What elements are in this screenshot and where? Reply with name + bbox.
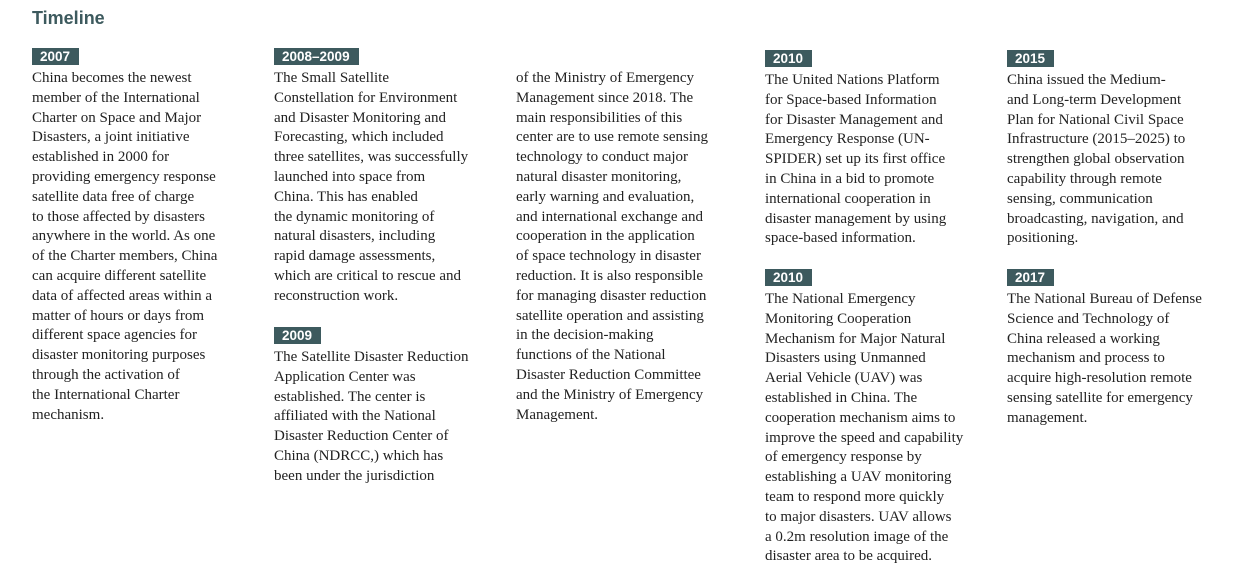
- text-line: of emergency response by: [765, 449, 922, 466]
- text-line: through the activation of: [32, 366, 180, 383]
- text-line: providing emergency response: [32, 168, 216, 185]
- text-line: main responsibilities of this: [516, 109, 683, 126]
- text-line: reconstruction work.: [274, 287, 399, 304]
- text-line: and Disaster Monitoring and: [274, 109, 447, 126]
- text-line: rapid damage assessments,: [274, 248, 436, 265]
- text-line: member of the International: [32, 89, 200, 106]
- text-line: satellite operation and assisting: [516, 307, 704, 324]
- text-line: can acquire different satellite: [32, 267, 207, 284]
- text-line: functions of the National: [516, 347, 666, 364]
- text-line: of the Charter members, China: [32, 248, 218, 265]
- entry-text: [765, 290, 981, 567]
- text-line: China released a working: [1007, 330, 1160, 347]
- entry-text: [274, 69, 490, 307]
- year-badge: 2009: [274, 327, 321, 344]
- text-line: Mechanism for Major Natural: [765, 330, 946, 347]
- text-line: acquire high-resolution remote: [1007, 370, 1192, 387]
- text-line: Forecasting, which included: [274, 129, 444, 146]
- text-line: the dynamic monitoring of: [274, 208, 435, 225]
- text-line: for Space-based Information: [765, 91, 937, 108]
- text-line: established in 2000 for: [32, 149, 170, 166]
- text-line: established in China. The: [765, 389, 918, 406]
- text-line: three satellites, was successfully: [274, 149, 469, 166]
- text-line: Disasters using Unmanned: [765, 350, 926, 367]
- timeline-entry-2009: [274, 327, 490, 487]
- entry-text: [274, 348, 490, 487]
- year-badge: 2010: [765, 50, 812, 67]
- timeline-entry-2015: [1007, 50, 1223, 249]
- text-line: China becomes the newest: [32, 70, 192, 86]
- text-line: launched into space from: [274, 168, 426, 185]
- text-line: natural disasters, including: [274, 228, 436, 245]
- timeline-entry-2007: [32, 48, 248, 425]
- text-line: reduction. It is also responsible: [516, 267, 704, 284]
- timeline-heading: Timeline: [32, 8, 105, 28]
- text-line: the International Charter: [32, 386, 180, 403]
- text-line: mechanism and process to: [1007, 350, 1165, 367]
- text-line: strengthen global observation: [1007, 151, 1185, 168]
- year-badge: 2008–2009: [274, 48, 359, 65]
- text-line: Monitoring Cooperation: [765, 310, 912, 327]
- entry-text-continued: [516, 69, 732, 425]
- entry-text: [1007, 290, 1223, 429]
- text-line: technology to conduct major: [516, 149, 689, 166]
- text-line: China issued the Medium-: [1007, 72, 1166, 88]
- text-line: Management.: [516, 406, 599, 423]
- year-badge: 2015: [1007, 50, 1054, 67]
- text-line: China (NDRCC,) which has: [274, 447, 444, 464]
- year-badge: 2010: [765, 269, 812, 286]
- text-line: affiliated with the National: [274, 408, 436, 425]
- text-line: Emergency Response (UN-: [765, 131, 930, 148]
- text-line: disaster monitoring purposes: [32, 347, 206, 364]
- text-line: early warning and evaluation,: [516, 188, 695, 205]
- text-line: to major disasters. UAV allows: [765, 508, 952, 525]
- text-line: Management since 2018. The: [516, 89, 694, 106]
- text-line: satellite data free of charge: [32, 188, 195, 205]
- text-line: The Satellite Disaster Reduction: [274, 349, 469, 365]
- text-line: natural disaster monitoring,: [516, 168, 682, 185]
- text-line: establishing a UAV monitoring: [765, 469, 952, 486]
- timeline-entry-2010-uav: [765, 269, 981, 567]
- text-line: for managing disaster reduction: [516, 287, 707, 304]
- timeline-entry-2009-continued: [516, 69, 732, 425]
- text-line: sensing, communication: [1007, 190, 1153, 207]
- text-line: disaster area to be acquired.: [765, 548, 932, 565]
- text-line: which are critical to rescue and: [274, 267, 461, 284]
- text-line: The National Emergency: [765, 291, 916, 307]
- text-line: and the Ministry of Emergency: [516, 386, 704, 403]
- text-line: positioning.: [1007, 230, 1079, 247]
- text-line: Science and Technology of: [1007, 310, 1170, 327]
- text-line: Disaster Reduction Center of: [274, 428, 449, 445]
- entry-text: [32, 69, 248, 425]
- text-line: different space agencies for: [32, 327, 198, 344]
- text-line: improve the speed and capability: [765, 429, 964, 446]
- text-line: a 0.2m resolution image of the: [765, 528, 949, 545]
- entry-text: [1007, 71, 1223, 249]
- timeline-entry-2010-un-spider: [765, 50, 981, 249]
- text-line: of space technology in disaster: [516, 248, 701, 265]
- text-line: of the Ministry of Emergency: [516, 70, 695, 86]
- text-line: established. The center is: [274, 388, 426, 405]
- entry-text: [765, 71, 981, 249]
- text-line: Aerial Vehicle (UAV) was: [765, 370, 923, 387]
- text-line: disaster management by using: [765, 210, 947, 227]
- text-line: team to respond more quickly: [765, 488, 945, 505]
- text-line: capability through remote: [1007, 170, 1162, 187]
- text-line: China. This has enabled: [274, 188, 418, 205]
- text-line: data of affected areas within a: [32, 287, 213, 304]
- text-line: cooperation in the application: [516, 228, 695, 245]
- text-line: anywhere in the world. As one: [32, 228, 216, 245]
- text-line: broadcasting, navigation, and: [1007, 210, 1184, 227]
- text-line: for Disaster Management and: [765, 111, 943, 128]
- text-line: center are to use remote sensing: [516, 129, 709, 146]
- text-line: The Small Satellite: [274, 70, 389, 86]
- text-line: international cooperation in: [765, 190, 931, 207]
- text-line: sensing satellite for emergency: [1007, 389, 1193, 406]
- text-line: cooperation mechanism aims to: [765, 409, 956, 426]
- text-line: space-based information.: [765, 230, 916, 247]
- text-line: Plan for National Civil Space: [1007, 111, 1184, 128]
- text-line: management.: [1007, 409, 1088, 426]
- year-badge: 2007: [32, 48, 79, 65]
- text-line: in the decision-making: [516, 327, 654, 344]
- text-line: matter of hours or days from: [32, 307, 205, 324]
- year-badge: 2017: [1007, 269, 1054, 286]
- text-line: The United Nations Platform: [765, 72, 940, 88]
- text-line: SPIDER) set up its first office: [765, 151, 946, 168]
- timeline-entry-2017: [1007, 269, 1223, 429]
- text-line: and Long-term Development: [1007, 91, 1182, 108]
- text-line: Application Center was: [274, 368, 416, 385]
- text-line: Disaster Reduction Committee: [516, 366, 701, 383]
- text-line: to those affected by disasters: [32, 208, 206, 225]
- text-line: Disasters, a joint initiative: [32, 129, 190, 146]
- text-line: mechanism.: [32, 406, 105, 423]
- text-line: Infrastructure (2015–2025) to: [1007, 131, 1186, 148]
- text-line: The National Bureau of Defense: [1007, 291, 1202, 307]
- timeline-entry-2008-2009: [274, 48, 490, 307]
- text-line: Constellation for Environment: [274, 89, 458, 106]
- text-line: been under the jurisdiction: [274, 467, 435, 484]
- text-line: in China in a bid to promote: [765, 170, 935, 187]
- text-line: and international exchange and: [516, 208, 704, 225]
- text-line: Charter on Space and Major: [32, 109, 202, 126]
